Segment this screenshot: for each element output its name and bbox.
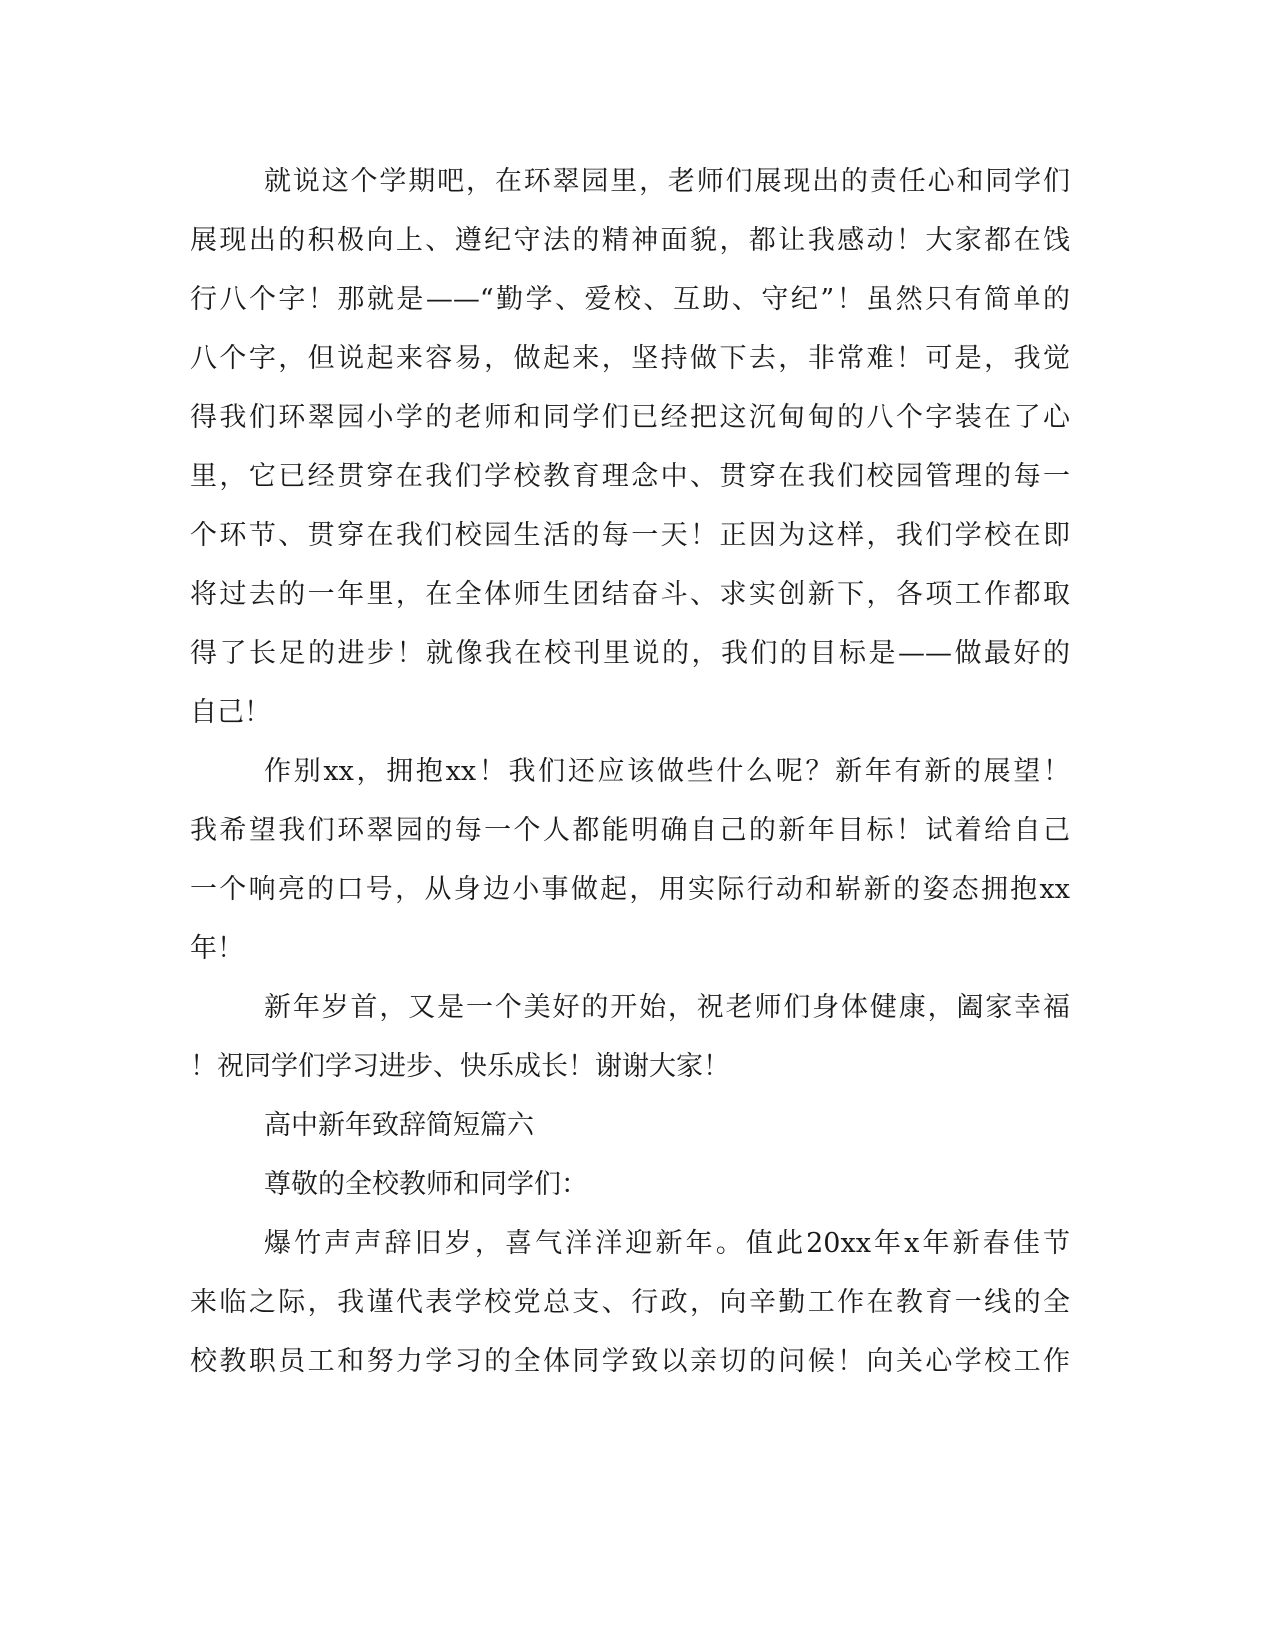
- paragraph-3-line-2: ！祝同学们学习进步、快乐成长！谢谢大家！: [190, 1051, 730, 1082]
- paragraph-2-line-2: 我希望我们环翠园的每一个人都能明确自己的新年目标！试着给自己: [190, 815, 1070, 846]
- paragraph-1-line-6: 里，它已经贯穿在我们学校教育理念中、贯穿在我们校园管理的每一: [190, 461, 1070, 492]
- paragraph-1-line-3: 行八个字！那就是——“勤学、爱校、互助、守纪”！虽然只有简单的: [190, 284, 1070, 315]
- paragraph-2-line-4: 年！: [190, 933, 244, 964]
- paragraph-1-line-8: 将过去的一年里，在全体师生团结奋斗、求实创新下，各项工作都取: [190, 579, 1070, 610]
- paragraph-1-line-7: 个环节、贯穿在我们校园生活的每一天！正因为这样，我们学校在即: [190, 520, 1070, 551]
- paragraph-3-line-1: 新年岁首，又是一个美好的开始，祝老师们身体健康，阖家幸福: [264, 992, 1070, 1023]
- paragraph-4-line-1: 爆竹声声辞旧岁，喜气洋洋迎新年。值此20xx年x年新春佳节: [264, 1228, 1070, 1259]
- paragraph-1-line-10: 自己！: [190, 697, 271, 728]
- paragraph-2-line-1: 作别xx，拥抱xx！我们还应该做些什么呢？新年有新的展望！: [264, 756, 1070, 787]
- paragraph-1-line-5: 得我们环翠园小学的老师和同学们已经把这沉甸甸的八个字装在了心: [190, 402, 1070, 433]
- paragraph-1-line-2: 展现出的积极向上、遵纪守法的精神面貌，都让我感动！大家都在饯: [190, 225, 1070, 256]
- paragraph-4-line-3: 校教职员工和努力学习的全体同学致以亲切的问候！向关心学校工作: [190, 1346, 1070, 1377]
- paragraph-1-line-4: 八个字，但说起来容易，做起来，坚持做下去，非常难！可是，我觉: [190, 343, 1070, 374]
- salutation: 尊敬的全校教师和同学们：: [264, 1169, 588, 1200]
- paragraph-4-line-2: 来临之际，我谨代表学校党总支、行政，向辛勤工作在教育一线的全: [190, 1287, 1070, 1318]
- paragraph-1-line-1: 就说这个学期吧，在环翠园里，老师们展现出的责任心和同学们: [264, 166, 1070, 197]
- paragraph-2-line-3: 一个响亮的口号，从身边小事做起，用实际行动和崭新的姿态拥抱xx: [190, 874, 1070, 905]
- paragraph-1-line-9: 得了长足的进步！就像我在校刊里说的，我们的目标是——做最好的: [190, 638, 1070, 669]
- section-heading: 高中新年致辞简短篇六: [264, 1110, 534, 1141]
